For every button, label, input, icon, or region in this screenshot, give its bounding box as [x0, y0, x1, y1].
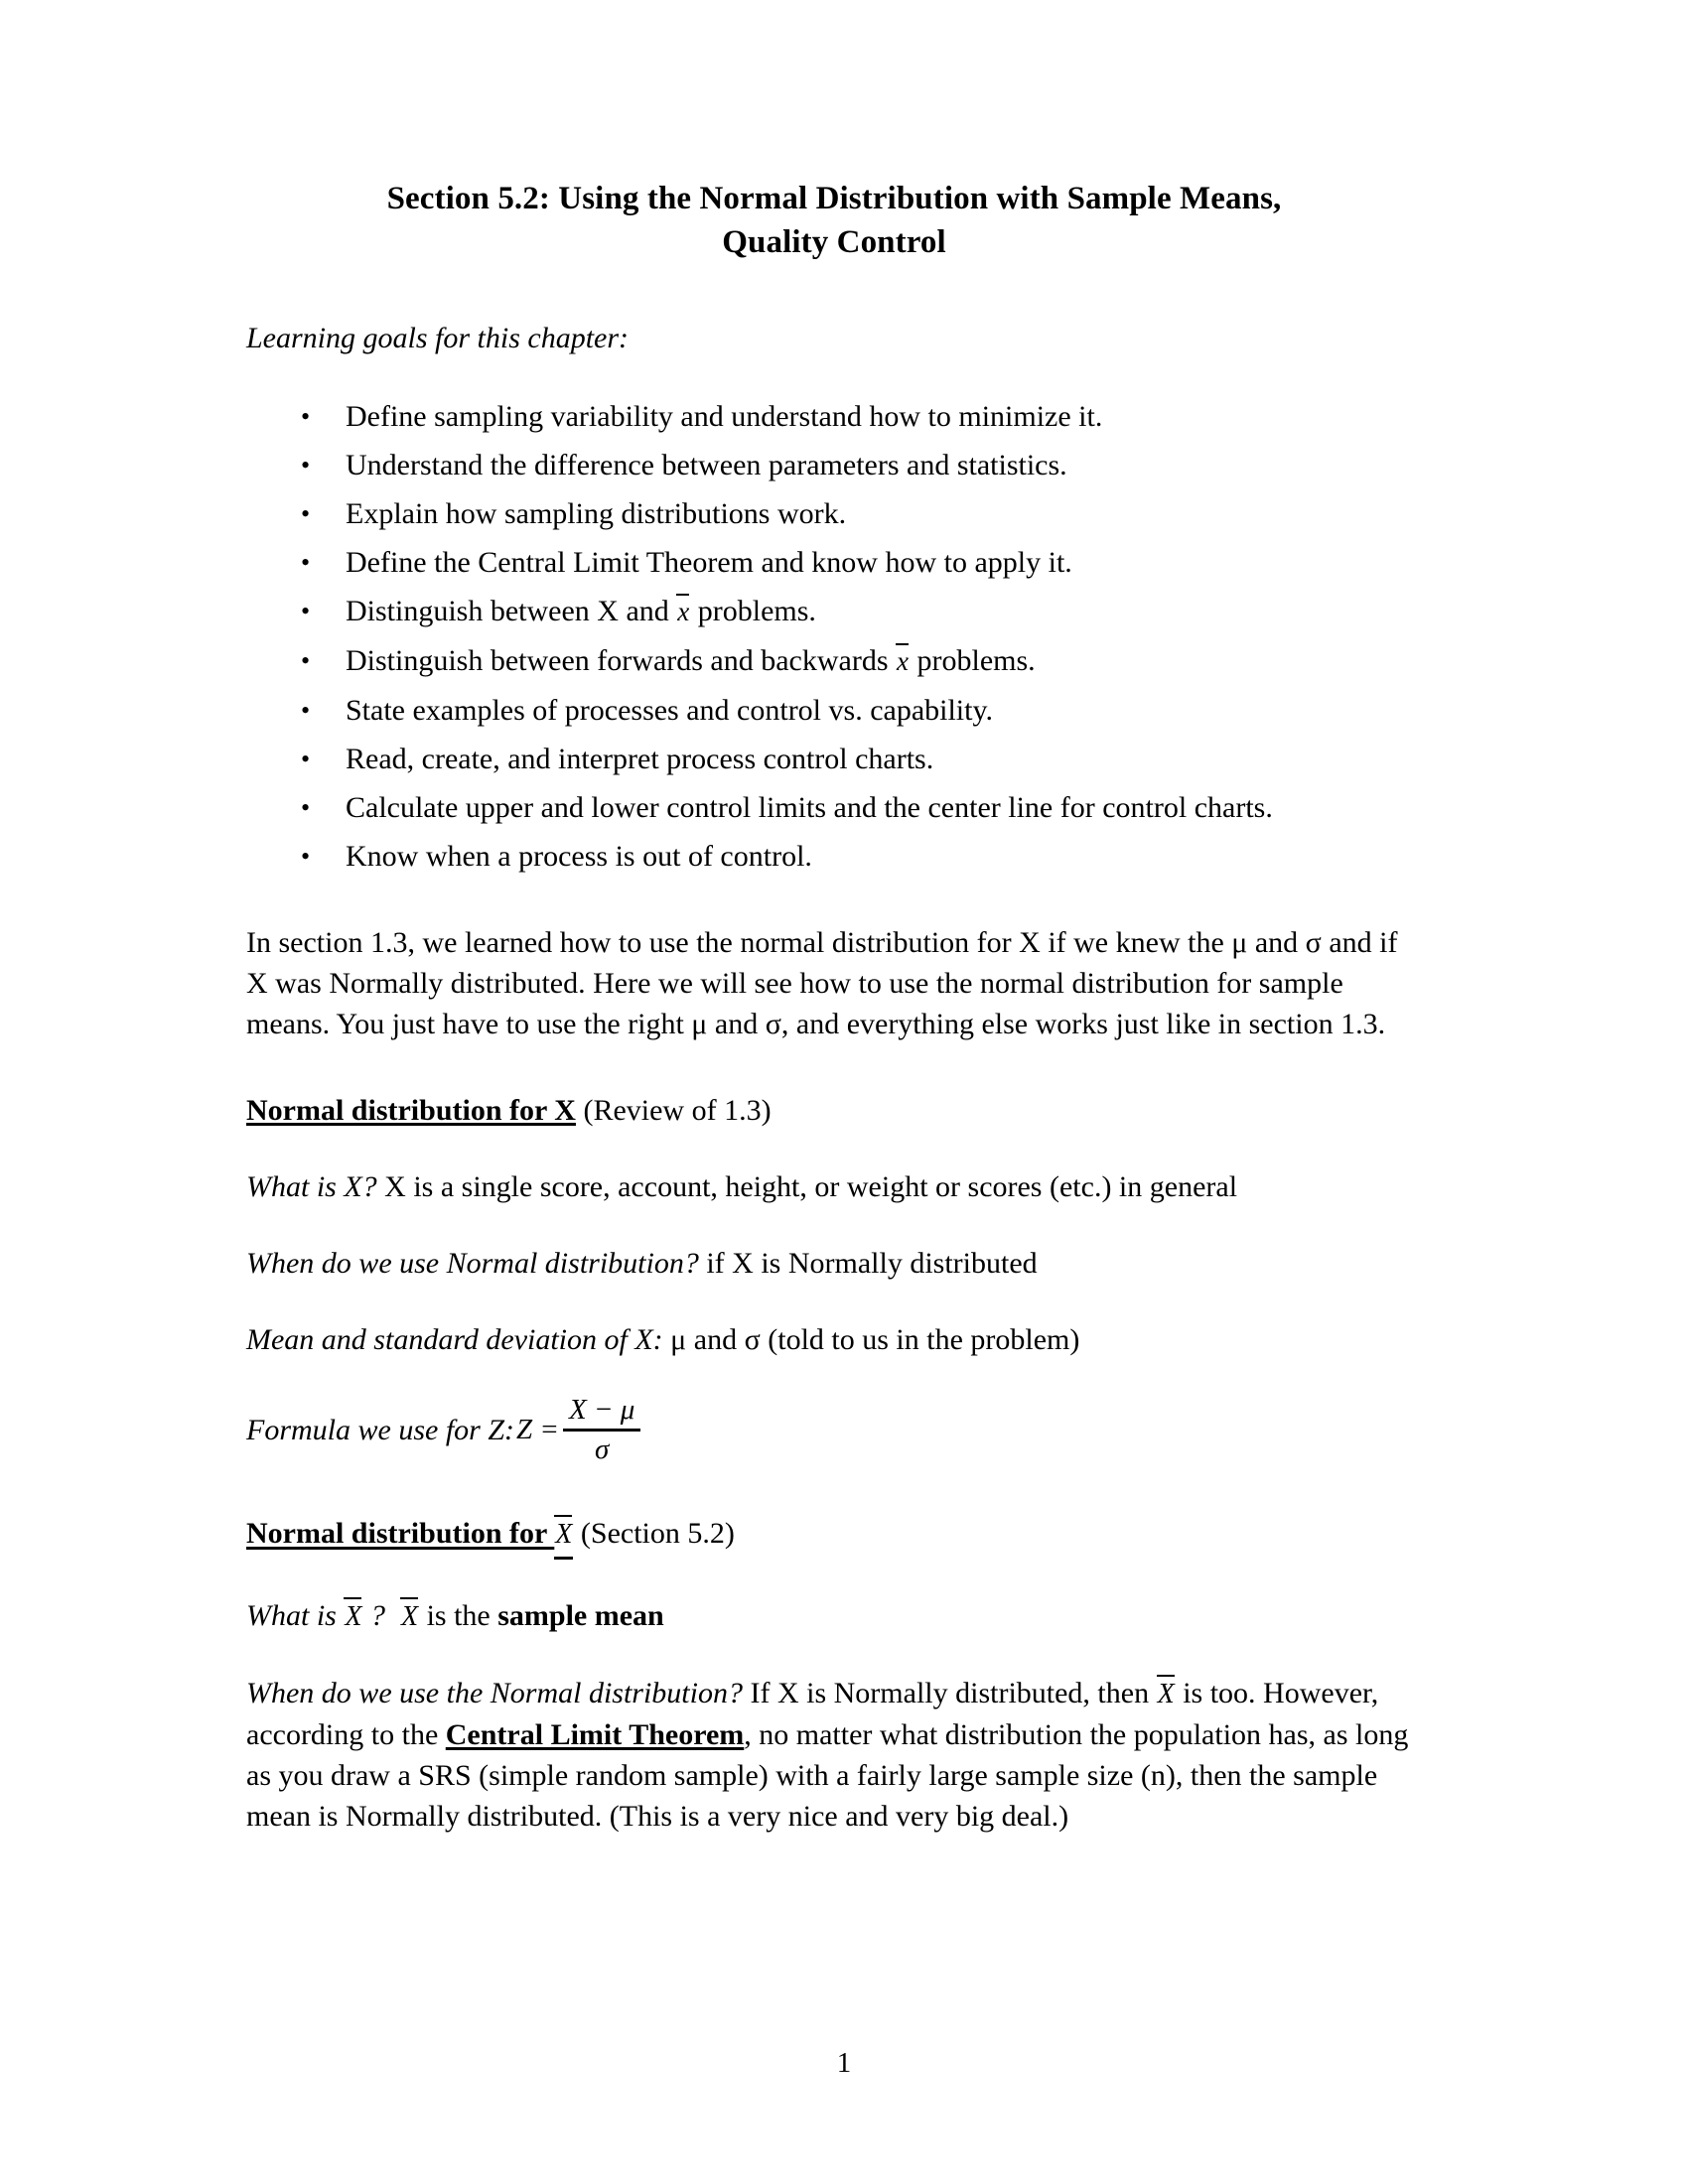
question-what-is-x-answer: X is a single score, account, height, or weight or scores (etc.) in general: [376, 1170, 1238, 1203]
list-item: [246, 690, 1422, 731]
question-what-is-xbar-answer-mid: is the: [419, 1598, 498, 1632]
list-item-label: Define the Central Limit Theorem and know how to apply it.: [346, 546, 1072, 579]
question-when-use-normal-label: When do we use Normal distribution?: [246, 1247, 699, 1280]
heading-normal-distribution-x-note: (Review of 1.3): [575, 1094, 772, 1127]
x-bar-notation: X: [344, 1596, 362, 1637]
list-item-label: State examples of processes and control vs. capability.: [346, 694, 994, 727]
list-item-label: Explain how sampling distributions work.: [346, 497, 847, 530]
list-item-label: Calculate upper and lower control limits and the center line for control charts.: [346, 791, 1273, 824]
bullet-icon: •: [301, 451, 311, 479]
page-title-line-1: Section 5.2: Using the Normal Distribution with Sample Means,: [386, 181, 1282, 216]
bullet-icon: •: [301, 793, 311, 822]
bullet-icon: •: [301, 842, 311, 871]
question-what-is-xbar-answer-emphasis: sample mean: [497, 1598, 664, 1632]
list-item-label: Define sampling variability and understand how to minimize it.: [346, 400, 1103, 433]
question-mean-sd-of-x: [246, 1319, 1422, 1360]
heading-normal-distribution-x-label: Normal distribution for X: [246, 1094, 576, 1127]
question-what-is-x-label: What is X?: [246, 1170, 377, 1203]
list-item: [246, 445, 1422, 485]
page-title: [246, 0, 1422, 264]
question-when-use-normal-xbar-answer-post: , no matter what distribution the population has, as long as you draw a SRS (simple random sample) with a fairly large sample size (n), then the sample mean is Normally distributed. (This is a very nice and very big deal.): [246, 1717, 1409, 1833]
question-what-is-x: [246, 1166, 1422, 1207]
learning-goals-intro: Learning goals for this chapter:: [246, 322, 630, 354]
page-content: [246, 0, 1422, 1837]
x-bar-notation: x: [676, 592, 690, 632]
bullet-icon: •: [301, 696, 311, 725]
bullet-icon: •: [301, 745, 311, 773]
question-when-use-normal-xbar-label: When do we use the Normal distribution?: [246, 1676, 743, 1709]
page-title-line-2: Quality Control: [722, 224, 946, 260]
heading-normal-distribution-x: [246, 1090, 1422, 1131]
question-what-is-xbar: [246, 1595, 1422, 1637]
bullet-icon: •: [301, 499, 311, 528]
list-item-label-post: problems.: [910, 644, 1036, 677]
list-item: [246, 542, 1422, 583]
x-bar-notation: x: [896, 641, 910, 682]
question-what-is-xbar-label-post: ?: [362, 1598, 385, 1632]
heading-normal-distribution-xbar-label: Normal distribution for: [246, 1516, 555, 1550]
formula-numerator: X − μ: [568, 1394, 635, 1426]
x-bar-notation: X: [400, 1596, 419, 1637]
list-item: [246, 739, 1422, 779]
intro-paragraph: In section 1.3, we learned how to use the normal distribution for X if we knew the μ and σ and if X was Normally distributed. Here we will see how to use the normal distribution for sample means. You just have to use the right μ and σ, and everything else works just like in section 1.3.: [246, 926, 1398, 1040]
central-limit-theorem-emphasis: Central Limit Theorem: [445, 1717, 745, 1751]
heading-normal-distribution-xbar: [246, 1513, 1422, 1560]
list-item: [246, 396, 1422, 437]
question-when-use-normal: [246, 1243, 1422, 1284]
question-mean-sd-of-x-answer: μ and σ (told to us in the problem): [662, 1323, 1080, 1356]
x-bar-notation: X: [554, 1514, 573, 1560]
list-item: [246, 493, 1422, 534]
question-when-use-normal-xbar-answer-mid: is too. However, according to the: [246, 1676, 1379, 1751]
question-what-is-xbar-label-pre: What is: [246, 1598, 345, 1632]
bullet-icon: •: [301, 402, 311, 431]
list-item-label-pre: Distinguish between forwards and backwards: [346, 644, 897, 677]
learning-goals-list: [246, 358, 1422, 877]
bullet-icon: •: [301, 597, 311, 625]
page-number: 1: [836, 2047, 852, 2079]
heading-normal-distribution-xbar-note: (Section 5.2): [573, 1516, 735, 1550]
list-item: [246, 787, 1422, 828]
formula-z-score-label: Formula we use for Z:: [246, 1414, 514, 1447]
x-bar-notation: X: [1157, 1674, 1176, 1714]
question-when-use-normal-xbar: [246, 1673, 1422, 1837]
list-item: [246, 836, 1422, 877]
list-item-label: Read, create, and interpret process control charts.: [346, 743, 934, 775]
list-item: [246, 591, 1422, 632]
list-item-label: Know when a process is out of control.: [346, 840, 812, 873]
formula-denominator: σ: [563, 1429, 640, 1466]
question-mean-sd-of-x-label: Mean and standard deviation of X:: [246, 1323, 663, 1356]
list-item-label: Understand the difference between parameters and statistics.: [346, 449, 1067, 481]
bullet-icon: •: [301, 548, 311, 577]
bullet-icon: •: [301, 646, 311, 675]
list-item-label-post: problems.: [690, 595, 816, 627]
question-when-use-normal-xbar-answer-pre: If X is Normally distributed, then: [742, 1676, 1157, 1709]
formula-z-score-fraction: [563, 1394, 640, 1467]
formula-z-score-lhs: Z =: [516, 1414, 559, 1446]
list-item: [246, 640, 1422, 682]
formula-z-score: [246, 1394, 1422, 1467]
question-when-use-normal-answer: if X is Normally distributed: [698, 1247, 1038, 1280]
list-item-label-pre: Distinguish between X and: [346, 595, 677, 627]
